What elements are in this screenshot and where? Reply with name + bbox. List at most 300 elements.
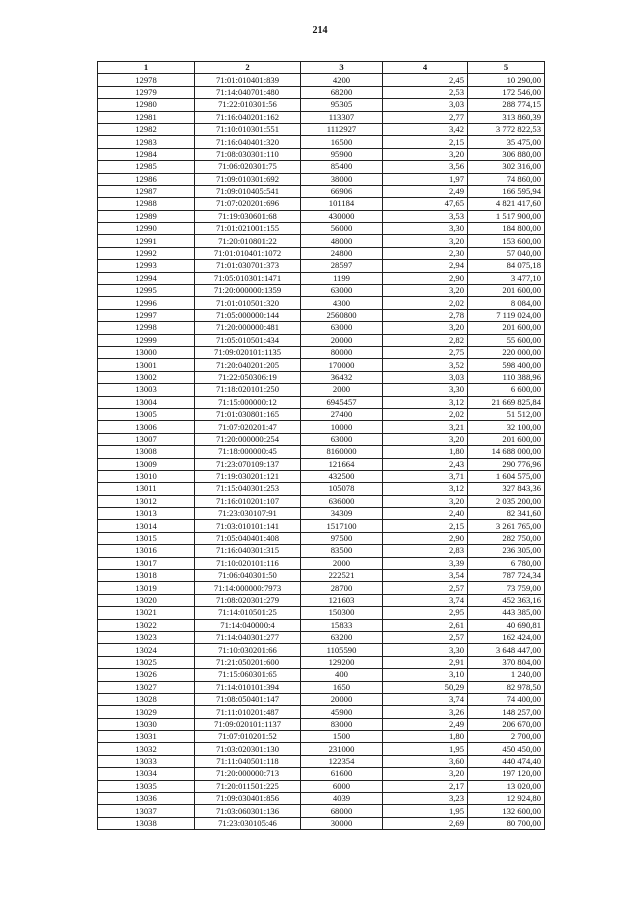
area-value: 1650 [301, 681, 383, 693]
table-row [98, 74, 545, 86]
area-value: 20000 [301, 693, 383, 705]
cost-value: 306 880,00 [468, 148, 545, 160]
table-row [98, 309, 545, 321]
cadastral-number: 71:18:000000:45 [195, 446, 301, 458]
area-value: 4300 [301, 297, 383, 309]
table-row [98, 446, 545, 458]
cadastral-number: 71:14:010101:394 [195, 681, 301, 693]
area-value: 95900 [301, 148, 383, 160]
area-value: 2560800 [301, 309, 383, 321]
rate-value: 2,82 [383, 334, 468, 346]
table-row [98, 161, 545, 173]
row-number: 12997 [98, 309, 195, 321]
cost-value: 440 474,40 [468, 755, 545, 767]
rate-value: 3,20 [383, 768, 468, 780]
cost-value: 443 385,00 [468, 607, 545, 619]
row-number: 13031 [98, 731, 195, 743]
cost-value: 206 670,00 [468, 718, 545, 730]
area-value: 430000 [301, 210, 383, 222]
cost-value: 787 724,34 [468, 570, 545, 582]
area-value: 68000 [301, 805, 383, 817]
row-number: 12991 [98, 235, 195, 247]
cadastral-number: 71:10:030201:66 [195, 644, 301, 656]
table-row [98, 123, 545, 135]
cadastral-number: 71:15:040301:253 [195, 483, 301, 495]
cadastral-number: 71:22:050306:19 [195, 371, 301, 383]
table-row [98, 594, 545, 606]
table-row [98, 470, 545, 482]
area-value: 10000 [301, 421, 383, 433]
table-row [98, 718, 545, 730]
rate-value: 2,75 [383, 346, 468, 358]
table-row [98, 433, 545, 445]
table-row [98, 148, 545, 160]
rate-value: 1,97 [383, 173, 468, 185]
cadastral-number: 71:05:010301:1471 [195, 272, 301, 284]
area-value: 16500 [301, 136, 383, 148]
area-value: 4039 [301, 793, 383, 805]
cost-value: 288 774,15 [468, 99, 545, 111]
cost-value: 282 750,00 [468, 532, 545, 544]
table-row [98, 619, 545, 631]
area-value: 129200 [301, 656, 383, 668]
area-value: 63000 [301, 285, 383, 297]
area-value: 121603 [301, 594, 383, 606]
area-value: 15833 [301, 619, 383, 631]
area-value: 56000 [301, 223, 383, 235]
area-value: 1517100 [301, 520, 383, 532]
area-value: 63000 [301, 322, 383, 334]
row-number: 13002 [98, 371, 195, 383]
cadastral-number: 71:11:040501:118 [195, 755, 301, 767]
cadastral-number: 71:07:020201:696 [195, 198, 301, 210]
rate-value: 2,91 [383, 656, 468, 668]
table-row [98, 508, 545, 520]
area-value: 80000 [301, 346, 383, 358]
area-value: 83000 [301, 718, 383, 730]
area-value: 38000 [301, 173, 383, 185]
rate-value: 50,29 [383, 681, 468, 693]
header-row [98, 62, 545, 74]
cadastral-number: 71:23:070109:137 [195, 458, 301, 470]
cadastral-number: 71:14:040701:480 [195, 86, 301, 98]
area-value: 28597 [301, 260, 383, 272]
area-value: 1105590 [301, 644, 383, 656]
rate-value: 2,90 [383, 272, 468, 284]
area-value: 170000 [301, 359, 383, 371]
cost-value: 162 424,00 [468, 631, 545, 643]
table-row [98, 780, 545, 792]
rate-value: 3,20 [383, 495, 468, 507]
table-row [98, 247, 545, 259]
table-row [98, 272, 545, 284]
table-row [98, 371, 545, 383]
rate-value: 3,60 [383, 755, 468, 767]
cadastral-number: 71:14:040301:277 [195, 631, 301, 643]
row-number: 13029 [98, 706, 195, 718]
row-number: 13013 [98, 508, 195, 520]
row-number: 13026 [98, 669, 195, 681]
cadastral-number: 71:01:021001:155 [195, 223, 301, 235]
cadastral-number: 71:07:020201:47 [195, 421, 301, 433]
row-number: 13011 [98, 483, 195, 495]
cadastral-number: 71:19:030201:121 [195, 470, 301, 482]
cost-value: 51 512,00 [468, 408, 545, 420]
area-value: 636000 [301, 495, 383, 507]
row-number: 13000 [98, 346, 195, 358]
rate-value: 1,95 [383, 743, 468, 755]
row-number: 13038 [98, 817, 195, 829]
cost-value: 148 257,00 [468, 706, 545, 718]
table-row [98, 669, 545, 681]
cost-value: 1 240,00 [468, 669, 545, 681]
cost-value: 73 759,00 [468, 582, 545, 594]
cost-value: 110 388,96 [468, 371, 545, 383]
cost-value: 290 776,96 [468, 458, 545, 470]
cost-value: 82 978,50 [468, 681, 545, 693]
row-number: 13019 [98, 582, 195, 594]
table-row [98, 297, 545, 309]
area-value: 28700 [301, 582, 383, 594]
row-number: 12986 [98, 173, 195, 185]
area-value: 95305 [301, 99, 383, 111]
row-number: 13020 [98, 594, 195, 606]
row-number: 13012 [98, 495, 195, 507]
row-number: 13027 [98, 681, 195, 693]
cost-value: 302 316,00 [468, 161, 545, 173]
table-row [98, 631, 545, 643]
row-number: 13022 [98, 619, 195, 631]
cadastral-number: 71:23:030105:46 [195, 817, 301, 829]
cost-value: 3 648 447,00 [468, 644, 545, 656]
rate-value: 2,40 [383, 508, 468, 520]
rate-value: 2,49 [383, 718, 468, 730]
registry-table [97, 61, 545, 830]
cadastral-number: 71:03:060301:136 [195, 805, 301, 817]
cadastral-number: 71:09:030401:856 [195, 793, 301, 805]
table-row [98, 322, 545, 334]
rate-value: 3,56 [383, 161, 468, 173]
row-number: 13006 [98, 421, 195, 433]
cost-value: 40 690,81 [468, 619, 545, 631]
table-row [98, 706, 545, 718]
rate-value: 2,53 [383, 86, 468, 98]
rate-value: 3,71 [383, 470, 468, 482]
rate-value: 2,30 [383, 247, 468, 259]
column-header: 1 [98, 62, 195, 74]
cadastral-number: 71:20:000000:1359 [195, 285, 301, 297]
cost-value: 2 700,00 [468, 731, 545, 743]
row-number: 13017 [98, 557, 195, 569]
cadastral-number: 71:01:010501:320 [195, 297, 301, 309]
rate-value: 3,20 [383, 433, 468, 445]
cost-value: 201 600,00 [468, 285, 545, 297]
row-number: 13007 [98, 433, 195, 445]
cost-value: 452 363,16 [468, 594, 545, 606]
cost-value: 8 084,00 [468, 297, 545, 309]
table-body [98, 74, 545, 830]
table-row [98, 384, 545, 396]
row-number: 13032 [98, 743, 195, 755]
table-row [98, 223, 545, 235]
area-value: 1199 [301, 272, 383, 284]
cost-value: 598 400,00 [468, 359, 545, 371]
rate-value: 2,45 [383, 74, 468, 86]
area-value: 83500 [301, 545, 383, 557]
rate-value: 3,03 [383, 371, 468, 383]
rate-value: 3,20 [383, 322, 468, 334]
row-number: 12983 [98, 136, 195, 148]
cadastral-number: 71:03:020301:130 [195, 743, 301, 755]
table-row [98, 334, 545, 346]
row-number: 13015 [98, 532, 195, 544]
row-number: 12985 [98, 161, 195, 173]
cost-value: 1 604 575,00 [468, 470, 545, 482]
rate-value: 3,03 [383, 99, 468, 111]
area-value: 113307 [301, 111, 383, 123]
row-number: 13030 [98, 718, 195, 730]
rate-value: 3,20 [383, 235, 468, 247]
row-number: 12990 [98, 223, 195, 235]
area-value: 1500 [301, 731, 383, 743]
row-number: 13001 [98, 359, 195, 371]
area-value: 231000 [301, 743, 383, 755]
area-value: 101184 [301, 198, 383, 210]
cost-value: 166 595,94 [468, 185, 545, 197]
cost-value: 236 305,00 [468, 545, 545, 557]
row-number: 13018 [98, 570, 195, 582]
area-value: 97500 [301, 532, 383, 544]
cadastral-number: 71:20:000000:254 [195, 433, 301, 445]
row-number: 13036 [98, 793, 195, 805]
area-value: 30000 [301, 817, 383, 829]
cadastral-number: 71:15:060301:65 [195, 669, 301, 681]
row-number: 12999 [98, 334, 195, 346]
row-number: 12979 [98, 86, 195, 98]
cadastral-number: 71:20:040201:205 [195, 359, 301, 371]
rate-value: 3,12 [383, 483, 468, 495]
cadastral-number: 71:10:010301:551 [195, 123, 301, 135]
area-value: 34309 [301, 508, 383, 520]
cost-value: 201 600,00 [468, 322, 545, 334]
row-number: 12998 [98, 322, 195, 334]
area-value: 150300 [301, 607, 383, 619]
rate-value: 2,02 [383, 297, 468, 309]
cadastral-number: 71:20:010801:22 [195, 235, 301, 247]
cost-value: 10 290,00 [468, 74, 545, 86]
table-row [98, 99, 545, 111]
area-value: 121664 [301, 458, 383, 470]
table-row [98, 408, 545, 420]
row-number: 13003 [98, 384, 195, 396]
row-number: 13005 [98, 408, 195, 420]
cadastral-number: 71:16:010201:107 [195, 495, 301, 507]
cadastral-number: 71:18:020101:250 [195, 384, 301, 396]
table-row [98, 793, 545, 805]
cadastral-number: 71:09:010301:692 [195, 173, 301, 185]
area-value: 2000 [301, 557, 383, 569]
cadastral-number: 71:06:020301:75 [195, 161, 301, 173]
area-value: 222521 [301, 570, 383, 582]
cost-value: 220 000,00 [468, 346, 545, 358]
rate-value: 2,83 [383, 545, 468, 557]
column-header: 4 [383, 62, 468, 74]
rate-value: 2,17 [383, 780, 468, 792]
cadastral-number: 71:21:050201:600 [195, 656, 301, 668]
rate-value: 3,21 [383, 421, 468, 433]
rate-value: 3,20 [383, 285, 468, 297]
row-number: 13035 [98, 780, 195, 792]
table-row [98, 483, 545, 495]
cadastral-number: 71:16:040201:162 [195, 111, 301, 123]
table-row [98, 805, 545, 817]
cost-value: 201 600,00 [468, 433, 545, 445]
column-header: 3 [301, 62, 383, 74]
table-row [98, 743, 545, 755]
row-number: 13025 [98, 656, 195, 668]
rate-value: 3,26 [383, 706, 468, 718]
table-row [98, 570, 545, 582]
rate-value: 3,30 [383, 223, 468, 235]
row-number: 12989 [98, 210, 195, 222]
cadastral-number: 71:16:040301:315 [195, 545, 301, 557]
row-number: 12987 [98, 185, 195, 197]
table-row [98, 260, 545, 272]
table-row [98, 458, 545, 470]
area-value: 6000 [301, 780, 383, 792]
cost-value: 32 100,00 [468, 421, 545, 433]
cost-value: 370 804,00 [468, 656, 545, 668]
rate-value: 3,12 [383, 396, 468, 408]
table-row [98, 111, 545, 123]
column-header: 5 [468, 62, 545, 74]
rate-value: 3,54 [383, 570, 468, 582]
rate-value: 3,30 [383, 384, 468, 396]
rate-value: 3,74 [383, 693, 468, 705]
row-number: 13010 [98, 470, 195, 482]
cost-value: 84 075,18 [468, 260, 545, 272]
row-number: 12980 [98, 99, 195, 111]
cost-value: 12 924,80 [468, 793, 545, 805]
rate-value: 3,74 [383, 594, 468, 606]
rate-value: 2,49 [383, 185, 468, 197]
cost-value: 4 821 417,60 [468, 198, 545, 210]
table-row [98, 731, 545, 743]
row-number: 12996 [98, 297, 195, 309]
table-row [98, 198, 545, 210]
row-number: 13021 [98, 607, 195, 619]
cadastral-number: 71:15:000000:12 [195, 396, 301, 408]
row-number: 13009 [98, 458, 195, 470]
cost-value: 3 477,10 [468, 272, 545, 284]
cost-value: 327 843,36 [468, 483, 545, 495]
area-value: 27400 [301, 408, 383, 420]
cost-value: 3 772 822,53 [468, 123, 545, 135]
area-value: 20000 [301, 334, 383, 346]
cost-value: 6 780,00 [468, 557, 545, 569]
row-number: 12978 [98, 74, 195, 86]
cost-value: 197 120,00 [468, 768, 545, 780]
row-number: 13024 [98, 644, 195, 656]
cadastral-number: 71:11:010201:487 [195, 706, 301, 718]
rate-value: 47,65 [383, 198, 468, 210]
area-value: 63200 [301, 631, 383, 643]
cadastral-number: 71:16:040401:320 [195, 136, 301, 148]
cost-value: 80 700,00 [468, 817, 545, 829]
row-number: 13028 [98, 693, 195, 705]
row-number: 13016 [98, 545, 195, 557]
cadastral-number: 71:09:010405:541 [195, 185, 301, 197]
row-number: 12992 [98, 247, 195, 259]
table-row [98, 520, 545, 532]
table-row [98, 755, 545, 767]
row-number: 13014 [98, 520, 195, 532]
rate-value: 3,53 [383, 210, 468, 222]
rate-value: 3,23 [383, 793, 468, 805]
row-number: 13023 [98, 631, 195, 643]
table-row [98, 495, 545, 507]
cadastral-number: 71:01:010401:839 [195, 74, 301, 86]
table-row [98, 817, 545, 829]
rate-value: 3,30 [383, 644, 468, 656]
rate-value: 3,39 [383, 557, 468, 569]
cost-value: 132 600,00 [468, 805, 545, 817]
cadastral-number: 71:01:030701:373 [195, 260, 301, 272]
cost-value: 172 546,00 [468, 86, 545, 98]
area-value: 48000 [301, 235, 383, 247]
table-row [98, 693, 545, 705]
cadastral-number: 71:22:010301:56 [195, 99, 301, 111]
cadastral-number: 71:20:011501:225 [195, 780, 301, 792]
table-row [98, 607, 545, 619]
row-number: 12981 [98, 111, 195, 123]
row-number: 12994 [98, 272, 195, 284]
cadastral-number: 71:08:050401:147 [195, 693, 301, 705]
rate-value: 2,94 [383, 260, 468, 272]
table-row [98, 185, 545, 197]
area-value: 2000 [301, 384, 383, 396]
cost-value: 82 341,60 [468, 508, 545, 520]
rate-value: 3,42 [383, 123, 468, 135]
row-number: 13034 [98, 768, 195, 780]
cadastral-number: 71:09:020101:1137 [195, 718, 301, 730]
rate-value: 3,20 [383, 148, 468, 160]
area-value: 1112927 [301, 123, 383, 135]
page-number: 214 [312, 25, 328, 36]
cadastral-number: 71:09:020101:1135 [195, 346, 301, 358]
cost-value: 21 669 825,84 [468, 396, 545, 408]
rate-value: 2,78 [383, 309, 468, 321]
cadastral-number: 71:06:040301:50 [195, 570, 301, 582]
area-value: 68200 [301, 86, 383, 98]
table-row [98, 285, 545, 297]
cadastral-number: 71:23:030107:91 [195, 508, 301, 520]
cadastral-number: 71:01:030801:165 [195, 408, 301, 420]
row-number: 12988 [98, 198, 195, 210]
table-row [98, 681, 545, 693]
row-number: 12984 [98, 148, 195, 160]
rate-value: 2,77 [383, 111, 468, 123]
row-number: 13037 [98, 805, 195, 817]
rate-value: 2,95 [383, 607, 468, 619]
rate-value: 2,15 [383, 136, 468, 148]
row-number: 13008 [98, 446, 195, 458]
area-value: 24800 [301, 247, 383, 259]
cost-value: 57 040,00 [468, 247, 545, 259]
cadastral-number: 71:08:030301:110 [195, 148, 301, 160]
area-value: 122354 [301, 755, 383, 767]
area-value: 4200 [301, 74, 383, 86]
